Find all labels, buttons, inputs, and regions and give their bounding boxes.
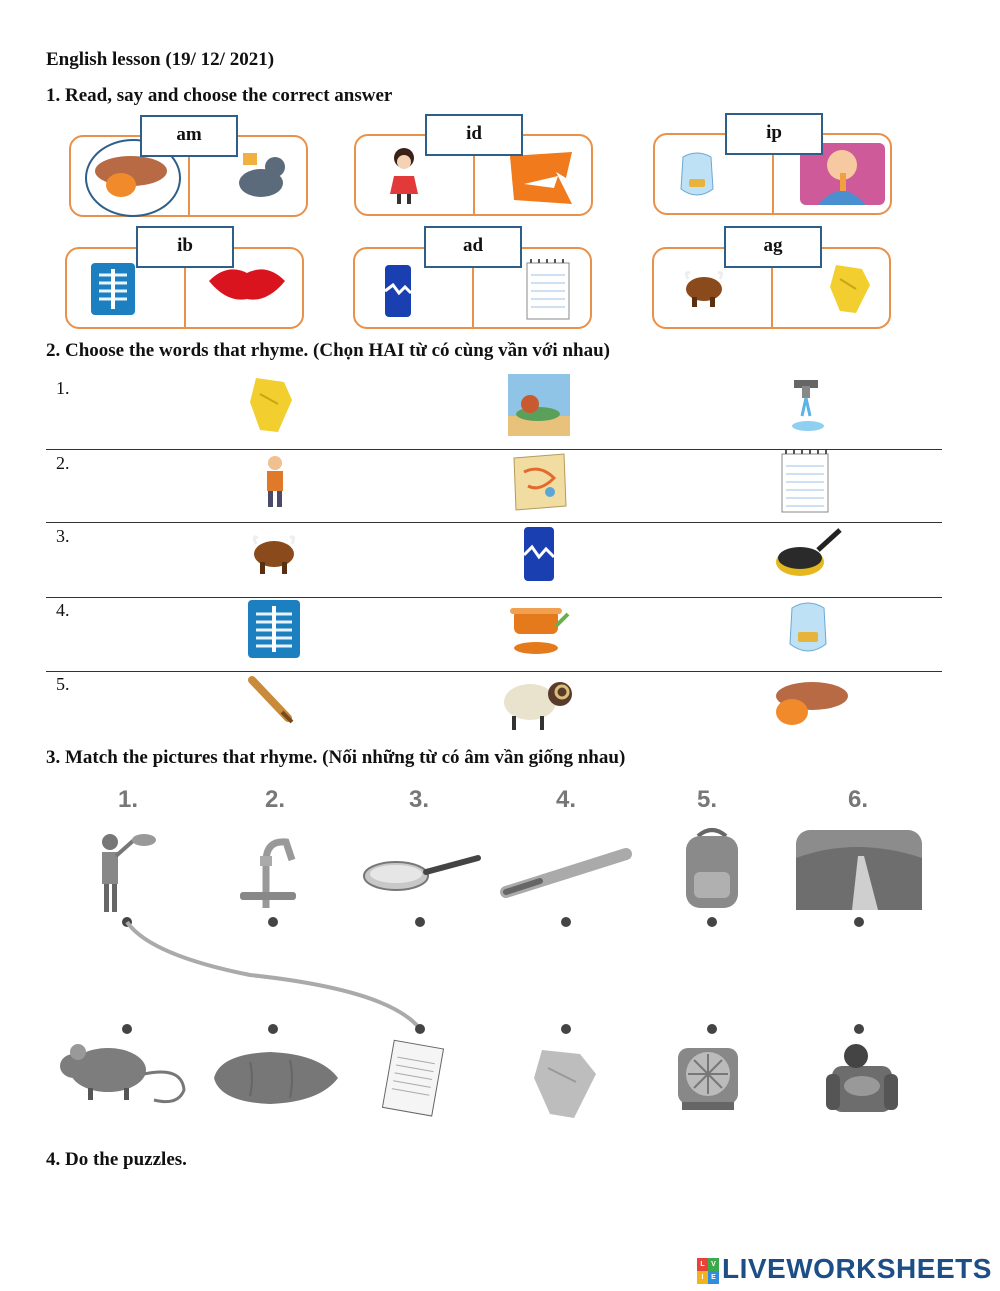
row-number: 2.	[56, 453, 70, 473]
match-dot-bottom-4[interactable]	[561, 1024, 571, 1034]
row-number: 5.	[56, 674, 70, 694]
match-dot-bottom-6[interactable]	[854, 1024, 864, 1034]
girl-napping-chair-icon[interactable]	[826, 1040, 898, 1116]
match-dot-bottom-3[interactable]	[415, 1024, 425, 1034]
match-dot-bottom-1[interactable]	[122, 1024, 132, 1034]
rat-icon[interactable]	[58, 1040, 188, 1106]
section2-heading: 2. Choose the words that rhyme. (Chọn HAI từ có cùng vần với nhau)	[46, 340, 610, 361]
section3-heading: 3. Match the pictures that rhyme. (Nối những từ có âm vần giống nhau)	[46, 747, 626, 768]
match-number: 1.	[118, 786, 139, 813]
card-label-am: am	[140, 115, 238, 157]
section1-heading: 1. Read, say and choose the correct answer	[46, 85, 393, 106]
card-label-ib: ib	[136, 226, 234, 268]
card-label-ip: ip	[725, 113, 823, 155]
live-badge: L I V E	[697, 1258, 719, 1284]
match-number: 3.	[409, 786, 430, 813]
row-number: 4.	[56, 600, 70, 620]
rag-icon[interactable]	[530, 1044, 600, 1120]
yam-icon[interactable]	[210, 1048, 340, 1106]
match-dot-bottom-2[interactable]	[268, 1024, 278, 1034]
match-number: 5.	[697, 786, 718, 813]
card-label-ag: ag	[724, 226, 822, 268]
page-title: English lesson (19/ 12/ 2021)	[46, 49, 275, 70]
match-number: 4.	[556, 786, 577, 813]
row-number: 3.	[56, 526, 70, 546]
match-number: 6.	[848, 786, 869, 813]
card-label-ad: ad	[424, 226, 522, 268]
row-number: 1.	[56, 378, 70, 398]
card-label-id: id	[425, 114, 523, 156]
notepad-icon[interactable]	[382, 1038, 446, 1116]
match-number: 2.	[265, 786, 286, 813]
fan-icon[interactable]	[672, 1042, 744, 1112]
match-dot-bottom-5[interactable]	[707, 1024, 717, 1034]
section4-heading: 4. Do the puzzles.	[46, 1149, 187, 1170]
liveworksheets-logo: LIVEWORKSHEETS	[722, 1253, 992, 1284]
